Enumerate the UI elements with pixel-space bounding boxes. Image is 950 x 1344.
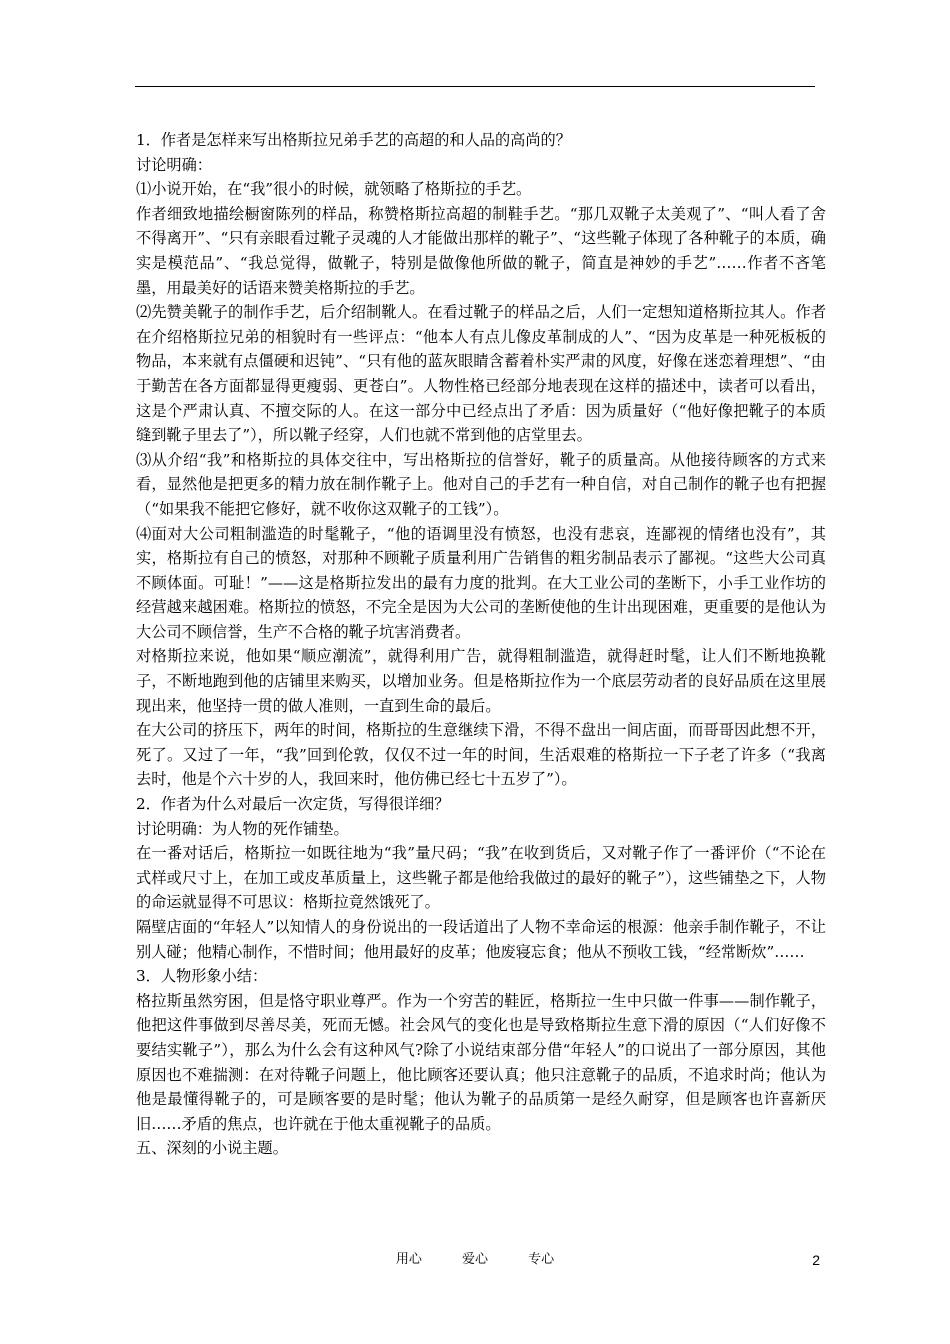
paragraph: 在一番对话后，格斯拉一如既往地为“我”量尺码；“我”在收到货后，又对靴子作了一番评价（“不论在式样或尺寸上，在加工或皮革质量上，这些靴子都是他给我做过的最好的靴子”），这些铺垫之下，人物的命运就显得不可思议：格斯拉竟然饿死了。	[136, 844, 826, 912]
paragraph: 格拉斯虽然穷困，但是恪守职业尊严。作为一个穷苦的鞋匠，格斯拉一生中只做一件事——制作靴子，他把这件事做到尽善尽美，死而无憾。社会风气的变化也是导致格斯拉生意下滑的原因（“人们好像不要结实靴子”），那么为什么会有这种风气?除了小说结束部分借“年轻人”的口说出了一部分原因，其他原因也不难揣测：在对待靴子问题上，他比顾客还要认真；他只注意靴子的品质，不追求时尚；他认为他是最懂得靴子的，可是顾客要的是时髦；他认为靴子的品质第一是经久耐穿，但是顾客也许喜新厌旧……矛盾的焦点，也许就在于他太重视靴子的品质。	[136, 991, 826, 1133]
footer-motto-item: 爱心	[461, 1252, 488, 1267]
point-3: ⑶从介绍“我”和格斯拉的具体交往中，写出格斯拉的信誉好，靴子的质量高。从他接待顾客的方式来看，显然他是把更多的精力放在制作靴子上。他对自己的手艺有一种自信，对自己制作的靴子也有把握（“如果我不能把它修好，就不收你这双靴子的工钱”）。	[136, 450, 826, 518]
point-1: ⑴小说开始，在“我”很小的时候，就领略了格斯拉的手艺。	[136, 180, 532, 199]
discussion-answer: 讨论明确：为人物的死作铺垫。	[136, 819, 349, 838]
footer-motto-item: 用心	[395, 1252, 422, 1267]
paragraph: 隔壁店面的“年轻人”以知情人的身份说出的一段话道出了人物不幸命运的根源：他亲手制作靴子，不让别人碰；他精心制作，不惜时间；他用最好的皮革；他废寝忘食；他从不预收工钱，“经常断炊”……	[136, 918, 826, 961]
question-3: 3．人物形象小结：	[136, 967, 268, 986]
document-body	[136, 128, 826, 1161]
point-4: ⑷面对大公司粗制滥造的时髦靴子，“他的语调里没有愤怒，也没有悲哀，连鄙视的情绪也没有”，其实，格斯拉有自己的愤怒，对那种不顾靴子质量利用广告销售的粗劣制品表示了鄙视。“这些大公司真不顾体面。可耻！”——这是格斯拉发出的最有力度的批判。在大工业公司的垄断下，小手工业作坊的经营越来越困难。格斯拉的愤怒，不完全是因为大公司的垄断使他的生计出现困难，更重要的是他认为大公司不顾信誉，生产不合格的靴子坑害消费者。	[136, 524, 826, 641]
discussion-label: 讨论明确：	[136, 155, 212, 174]
paragraph: 对格斯拉来说，他如果“顺应潮流”，就得利用广告，就得粗制滥造，就得赶时髦，让人们不断地换靴子，不断地跑到他的店铺里来购买，以增加业务。但是格斯拉作为一个底层劳动者的良好品质在这里展现出来，他坚持一贯的做人准则，一直到生命的最后。	[136, 647, 826, 715]
footer-motto-item: 专心	[528, 1252, 555, 1267]
paragraph: 作者细致地描绘橱窗陈列的样品，称赞格斯拉高超的制鞋手艺。“那几双靴子太美观了”、“叫人看了舍不得离开”、“只有亲眼看过靴子灵魂的人才能做出那样的靴子”、“这些靴子体现了各种靴子的本质，确实是模范品”、“我总觉得，做靴子，特别是做像他所做的靴子，简直是神妙的手艺”……作者不吝笔墨，用最美好的话语来赞美格斯拉的手艺。	[136, 204, 826, 297]
header-rule	[135, 86, 815, 87]
section-heading: 五、深刻的小说主题。	[136, 1139, 288, 1158]
paragraph: 在大公司的挤压下，两年的时间，格斯拉的生意继续下滑，不得不盘出一间店面，而哥哥因此想不开，死了。又过了一年，“我”回到伦敦，仅仅不过一年的时间，生活艰难的格斯拉一下子老了许多（“我离去时，他是个六十岁的人，我回来时，他仿佛已经七十五岁了”）。	[136, 721, 826, 789]
page-number: 2	[812, 1252, 820, 1268]
point-2: ⑵先赞美靴子的制作手艺，后介绍制靴人。在看过靴子的样品之后，人们一定想知道格斯拉其人。作者在介绍格斯拉兄弟的相貌时有一些评点：“他本人有点儿像皮革制成的人”、“因为皮革是一种死板板的物品，本来就有点僵硬和迟钝”、“只有他的蓝灰眼睛含蓄着朴实严肃的风度，好像在迷恋着理想”、“由于勤苦在各方面都显得更瘦弱、更苍白”。人物性格已经部分地表现在这样的描述中，读者可以看出，这是个严肃认真、不擅交际的人。在这一部分中已经点出了矛盾：因为质量好（“他好像把靴子的本质缝到靴子里去了”），所以靴子经穿，人们也就不常到他的店堂里去。	[136, 303, 826, 445]
question-2: 2．作者为什么对最后一次定货，写得很详细？	[136, 795, 450, 814]
question-1: 1．作者是怎样来写出格斯拉兄弟手艺的高超的和人品的高尚的？	[136, 131, 571, 149]
